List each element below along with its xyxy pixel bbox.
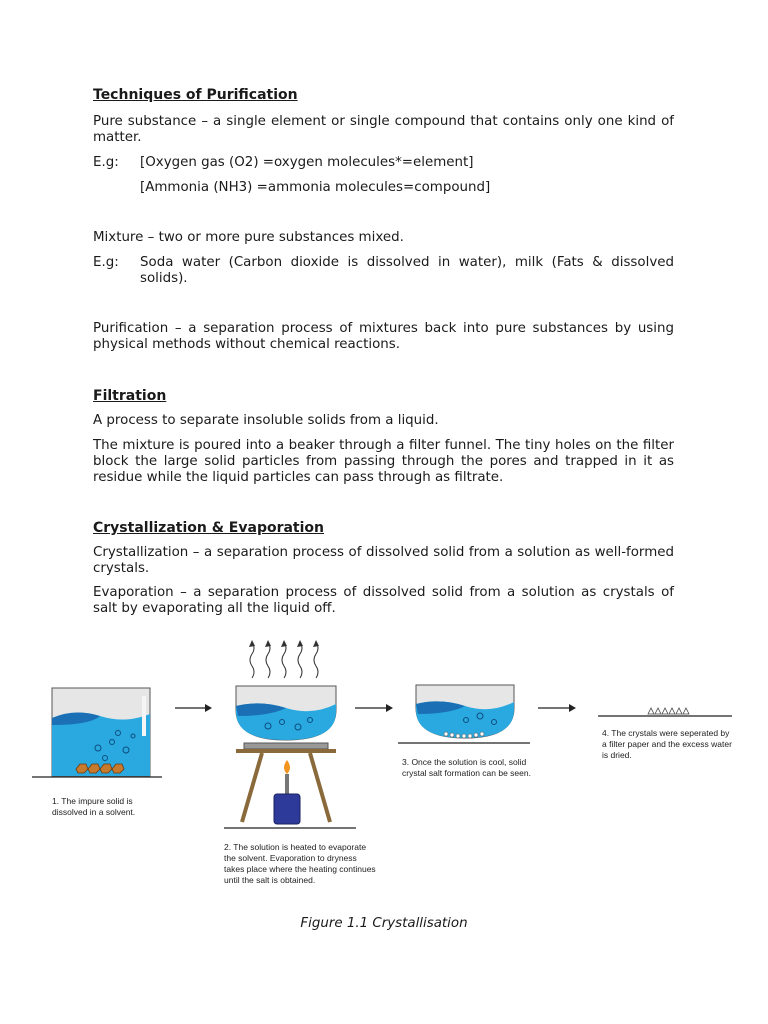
pure-example-2: [Ammonia (NH3) =ammonia molecules=compound] xyxy=(140,180,491,195)
step-3-text xyxy=(402,757,531,778)
step-2-line: 2. The solution is heated to evaporate xyxy=(224,842,367,852)
arrow-head-icon xyxy=(569,704,576,712)
mixture-block xyxy=(93,230,674,287)
mixture-example: Soda water (Carbon dioxide is dissolved in water), milk (Fats & dissolved solids). xyxy=(140,255,674,286)
eg-label: E.g: xyxy=(93,255,119,270)
title-block xyxy=(93,87,674,103)
purification-block xyxy=(93,321,674,353)
step-1-text xyxy=(52,796,135,817)
filtration-block xyxy=(93,388,674,486)
heating-illustration xyxy=(224,640,356,828)
step-1-line: 1. The impure solid is xyxy=(52,796,133,806)
filter-paper-illustration xyxy=(598,708,732,716)
step-4-line: is dried. xyxy=(602,750,632,760)
crystallization-line-2: Evaporation – a separation process of dissolved solid from a solution as crystals of salt by evaporating all the liquid off. xyxy=(93,585,674,616)
step-2-line: the solvent. Evaporation to dryness xyxy=(224,853,357,863)
filtration-line-1: A process to separate insoluble solids from a liquid. xyxy=(93,413,439,428)
step-2-line: takes place where the heating continues xyxy=(224,864,376,874)
crystallization-line-1: Crystallization – a separation process of dissolved solid from a solution as well-formed crystals. xyxy=(93,545,674,576)
pure-example-row-1 xyxy=(93,155,674,171)
filtration-line-2: The mixture is poured into a beaker through a filter funnel. The tiny holes on the filter block the large solid particles from passing through the pores and trapped in it as residue while the liquid particles can pass through as filtrate. xyxy=(93,438,674,485)
beaker-illustration xyxy=(32,688,162,777)
cooling-illustration xyxy=(398,685,530,743)
mixture-definition: Mixture – two or more pure substances mixed. xyxy=(93,230,404,245)
arrow-head-icon xyxy=(386,704,393,712)
eg-label: E.g: xyxy=(93,155,119,170)
step-3-line: 3. Once the solution is cool, solid xyxy=(402,757,527,767)
pure-substance-definition: Pure substance – a single element or single compound that contains only one kind of matter. xyxy=(93,114,674,145)
crystallization-block xyxy=(93,520,674,617)
step-4-text xyxy=(602,728,734,760)
page-title: Techniques of Purification xyxy=(93,87,298,103)
mixture-example-row xyxy=(93,255,674,287)
purification-definition: Purification – a separation process of mixtures back into pure substances by using physical methods without chemical reactions. xyxy=(93,321,674,352)
step-2-text xyxy=(224,842,378,885)
filtration-heading: Filtration xyxy=(93,388,167,404)
pure-example-1: [Oxygen gas (O2) =oxygen molecules*=element] xyxy=(140,155,474,170)
step-4-line: a filter paper and the excess water xyxy=(602,739,732,749)
pure-substance-block xyxy=(93,114,674,196)
arrow-head-icon xyxy=(205,704,212,712)
step-3-line: crystal salt formation can be seen. xyxy=(402,768,531,778)
figure-caption: Figure 1.1 Crystallisation xyxy=(300,916,468,931)
step-1-line: dissolved in a solvent. xyxy=(52,807,136,817)
crystallization-heading: Crystallization & Evaporation xyxy=(93,520,325,536)
step-2-line: until the salt is obtained. xyxy=(224,875,316,885)
step-4-line: 4. The crystals were seperated by xyxy=(602,728,730,738)
crystallisation-figure xyxy=(0,630,768,900)
